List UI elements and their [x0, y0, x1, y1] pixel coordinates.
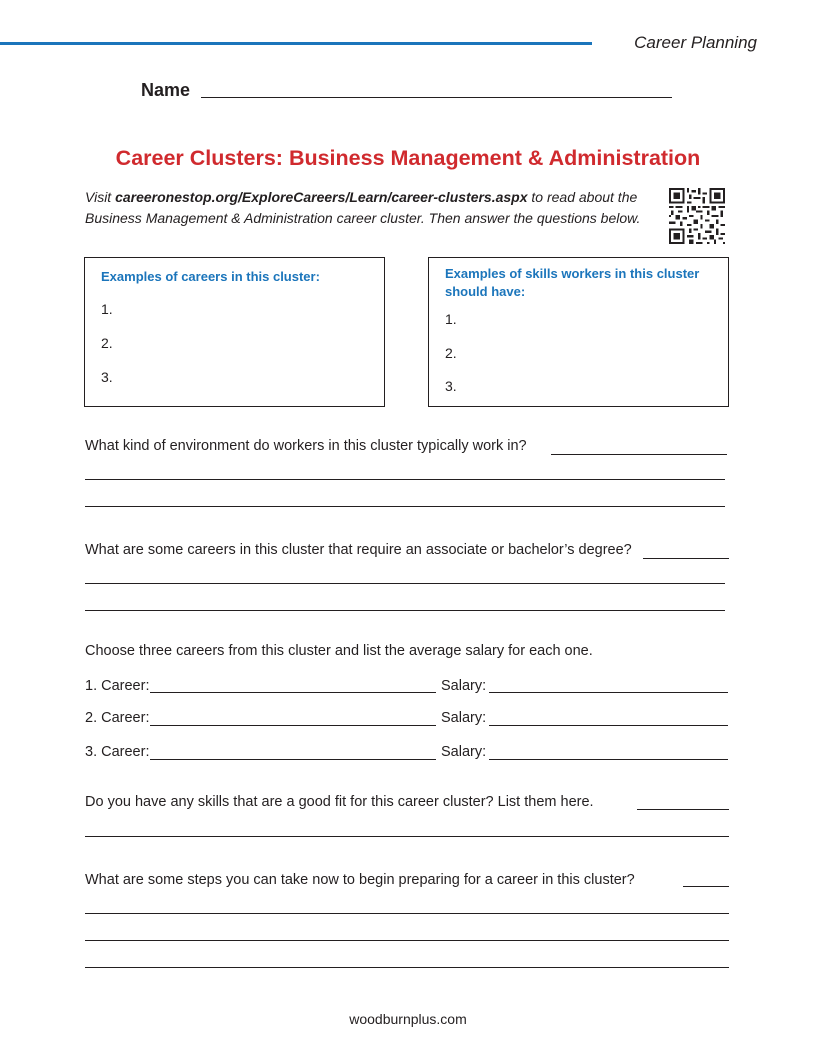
salary-row-3-salary-label: Salary: [441, 744, 487, 760]
question-skills-fit: Do you have any skills that are a good fit for this career cluster? List them here. [85, 794, 594, 810]
question-steps: What are some steps you can take now to begin preparing for a career in this cluster? [85, 872, 635, 888]
header-title: Career Planning [634, 33, 757, 52]
intro-post: to read about the Business Management & Administration career cluster. Then answer the questions below. [85, 189, 641, 226]
careers-examples-box [84, 257, 385, 407]
answer-line[interactable] [85, 506, 725, 507]
footer-site: woodburnplus.com [349, 1011, 467, 1027]
skills-item-1[interactable]: 1. [445, 311, 457, 327]
salary-row-1-salary-label: Salary: [441, 678, 487, 694]
answer-line[interactable] [551, 454, 727, 455]
careers-box-title: Examples of careers in this cluster: [101, 269, 320, 284]
career-input-line[interactable] [150, 725, 436, 726]
intro-url: careeronestop.org/ExploreCareers/Learn/career-clusters.aspx [115, 189, 528, 205]
salary-input-line[interactable] [489, 759, 728, 760]
careers-item-3[interactable]: 3. [101, 369, 113, 385]
answer-line[interactable] [85, 479, 725, 480]
question-environment: What kind of environment do workers in this cluster typically work in? [85, 438, 527, 454]
careers-item-1[interactable]: 1. [101, 301, 113, 317]
question-degree: What are some careers in this cluster that require an associate or bachelor’s degree? [85, 542, 632, 558]
question-salary: Choose three careers from this cluster and list the average salary for each one. [85, 643, 593, 659]
answer-line[interactable] [85, 913, 729, 914]
intro-text [85, 187, 655, 229]
career-input-line[interactable] [150, 759, 436, 760]
skills-box-title: Examples of skills workers in this cluster should have: [445, 266, 700, 299]
answer-line[interactable] [85, 583, 725, 584]
answer-line[interactable] [85, 940, 729, 941]
skills-examples-box [428, 257, 729, 407]
page-title: Career Clusters: Business Management & Administration [115, 146, 701, 170]
intro-pre: Visit [85, 189, 116, 205]
answer-line[interactable] [85, 610, 725, 611]
salary-row-2-career-label: 2. Career: [85, 710, 150, 726]
skills-item-3[interactable]: 3. [445, 378, 457, 394]
qr-code-icon [669, 188, 725, 244]
salary-row-1-career-label: 1. Career: [85, 678, 150, 694]
name-label: Name [141, 80, 191, 100]
answer-line[interactable] [643, 558, 729, 559]
salary-row-3-career-label: 3. Career: [85, 744, 150, 760]
career-input-line[interactable] [150, 692, 436, 693]
skills-item-2[interactable]: 2. [445, 345, 457, 361]
salary-input-line[interactable] [489, 692, 728, 693]
header-rule [0, 42, 592, 45]
answer-line[interactable] [683, 886, 729, 887]
salary-input-line[interactable] [489, 725, 728, 726]
answer-line[interactable] [85, 836, 729, 837]
answer-line[interactable] [637, 809, 729, 810]
answer-line[interactable] [85, 967, 729, 968]
name-input-line[interactable] [201, 97, 672, 98]
salary-row-2-salary-label: Salary: [441, 710, 487, 726]
careers-item-2[interactable]: 2. [101, 335, 113, 351]
